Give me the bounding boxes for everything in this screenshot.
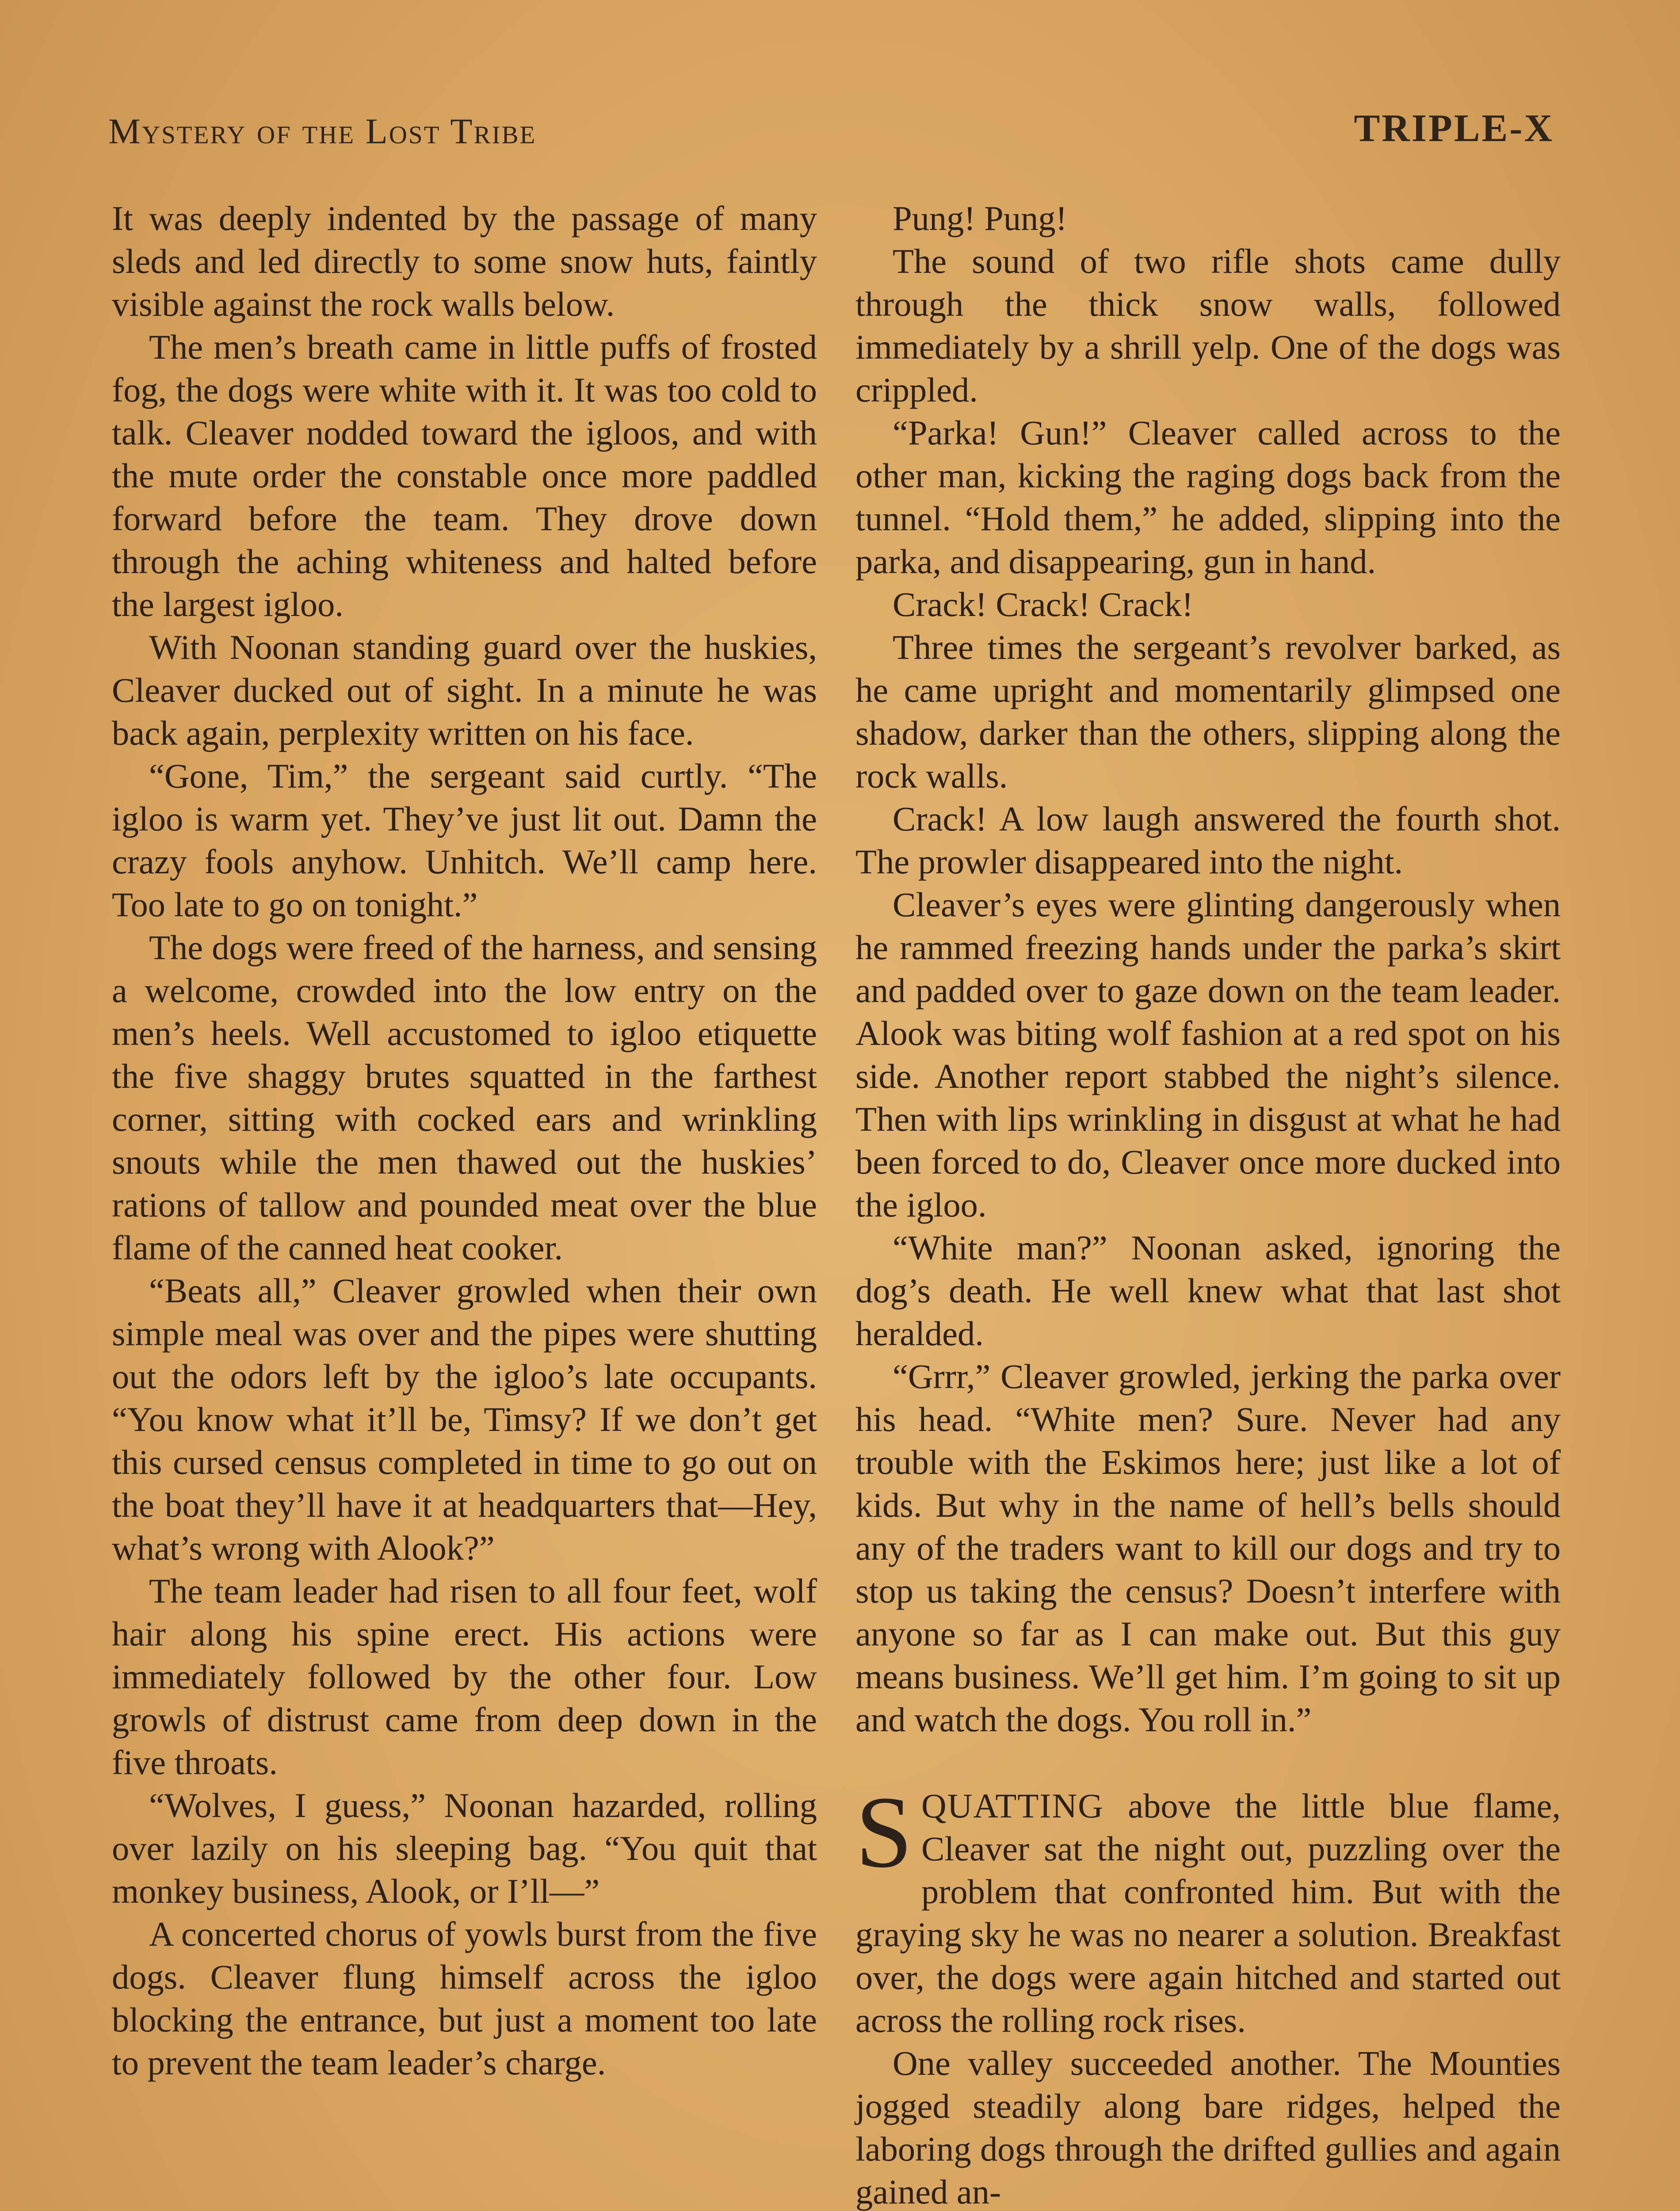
- paragraph: “White man?” Noonan asked, ignoring the dog’s death. He well knew what that last shot heralded.: [855, 1228, 1561, 1353]
- small-caps-lead: QUATTING: [921, 1786, 1104, 1825]
- paragraph: “Grrr,” Cleaver growled, jerking the parka over his head. “White men? Sure. Never had any trouble with the Eskimos here; just like a lot of kids. But why in the name of hell’s bells should any of the traders want to kill our dogs and try to stop us taking the census? Doesn’t interfere with anyone so far as I can make out. But this guy means business. We’ll get him. I’m going to sit up and watch the dogs. You roll in.”: [855, 1357, 1561, 1739]
- running-title: Mystery of the Lost Tribe: [108, 111, 537, 151]
- paragraph: The dogs were freed of the harness, and sensing a welcome, crowded into the low entry on the men’s heels. Well accustomed to igloo etiquette the five shaggy brutes squatted in the farthest corner, sitting with cocked ears and wrinkling snouts while the men thawed out the huskies’ rations of tallow and pounded meat over the blue flame of the canned heat cooker.: [112, 928, 817, 1267]
- paragraph: The sound of two rifle shots came dully through the thick snow walls, followed immediately by a shrill yelp. One of the dogs was crippled.: [855, 242, 1561, 409]
- paragraph: Pung! Pung!: [893, 199, 1067, 237]
- paragraph: Crack! A low laugh answered the fourth shot. The prowler disappeared into the night.: [855, 799, 1561, 881]
- left-column: [112, 197, 817, 2084]
- paragraph: Crack! Crack! Crack!: [893, 585, 1193, 624]
- magazine-title: TRIPLE-X: [1354, 107, 1554, 150]
- paragraph: With Noonan standing guard over the huskies, Cleaver ducked out of sight. In a minute he was back again, perplexity written on his face.: [112, 628, 817, 752]
- paragraph: It was deeply indented by the passage of many sleds and led directly to some snow huts, faintly visible against the rock walls below.: [112, 199, 817, 323]
- paragraph: The team leader had risen to all four feet, wolf hair along his spine erect. His actions were immediately followed by the other four. Low growls of distrust came from deep down in the five throats.: [112, 1572, 817, 1782]
- paragraph: One valley succeeded another. The Mounties jogged steadily along bare ridges, helped the laboring dogs through the drifted gullies and again gained an-: [855, 2044, 1561, 2211]
- paragraph: “Gone, Tim,” the sergeant said curtly. “The igloo is warm yet. They’ve just lit out. Damn the crazy fools anyhow. Unhitch. We’ll camp here. Too late to go on tonight.”: [112, 757, 817, 924]
- paragraph: “Wolves, I guess,” Noonan hazarded, rolling over lazily on his sleeping bag. “You quit that monkey business, Alook, or I’ll—”: [112, 1786, 817, 1910]
- drop-cap: S: [855, 1775, 913, 1889]
- paragraph: The men’s breath came in little puffs of frosted fog, the dogs were white with it. It was too cold to talk. Cleaver nodded toward the igloos, and with the mute order the constable once more paddled forward before the team. They drove down through the aching whiteness and halted before the largest igloo.: [112, 328, 817, 624]
- paragraph: “Parka! Gun!” Cleaver called across to the other man, kicking the raging dogs back from the tunnel. “Hold them,” he added, slipping into the parka, and disappearing, gun in hand.: [855, 413, 1561, 581]
- right-column: [855, 197, 1561, 2211]
- paragraph: Three times the sergeant’s revolver barked, as he came upright and momentarily glimpsed one shadow, darker than the others, slipping along the rock walls.: [855, 628, 1561, 795]
- paragraph: A concerted chorus of yowls burst from the five dogs. Cleaver flung himself across the igloo blocking the entrance, but just a moment too late to prevent the team leader’s charge.: [112, 1915, 817, 2082]
- paragraph: Cleaver’s eyes were glinting dangerously when he rammed freezing hands under the parka’s skirt and padded over to gaze down on the team leader. Alook was biting wolf fashion at a red spot on his side. Another report stabbed the night’s silence. Then with lips wrinkling in disgust at what he had been forced to do, Cleaver once more ducked into the igloo.: [855, 885, 1561, 1224]
- paragraph: “Beats all,” Cleaver growled when their own simple meal was over and the pipes were shutting out the odors left by the igloo’s late occupants. “You know what it’ll be, Timsy? If we don’t get this cursed census completed in time to go out on the boat they’ll have it at headquarters that—Hey, what’s wrong with Alook?”: [112, 1271, 817, 1567]
- section-text: above the little blue flame, Cleaver sat the night out, puzzling over the problem that confronted him. But with the graying sky he was no nearer a solution. Breakfast over, the dogs were again hitched and started out across the rolling rock rises.: [855, 1786, 1561, 2039]
- section-opening-paragraph: [855, 1775, 1561, 2042]
